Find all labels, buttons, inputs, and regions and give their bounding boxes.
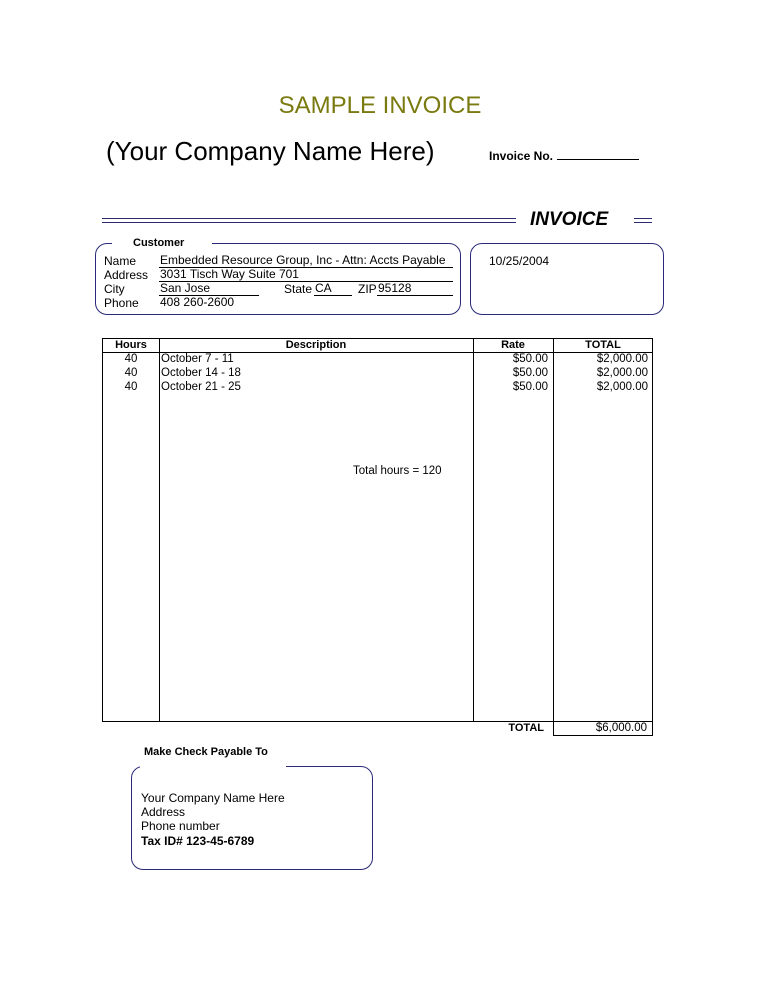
header-description: Description bbox=[285, 339, 347, 351]
name-label: Name bbox=[104, 254, 137, 268]
grand-total-value: $6,000.00 bbox=[553, 721, 653, 736]
header-rate: Rate bbox=[501, 339, 525, 351]
row-2-total: $2,000.00 bbox=[596, 367, 648, 379]
row-2-description: October 14 - 18 bbox=[161, 367, 241, 379]
zip-label: ZIP bbox=[358, 282, 377, 296]
row-1-rate: $50.00 bbox=[512, 353, 548, 365]
payable-address: Address bbox=[141, 805, 186, 819]
customer-name-field[interactable]: Embedded Resource Group, Inc - Attn: Accts Payable bbox=[159, 253, 453, 268]
customer-label: Customer bbox=[133, 237, 185, 249]
payable-company: Your Company Name Here bbox=[141, 791, 285, 805]
grand-total-label: TOTAL bbox=[508, 722, 544, 734]
invoice-heading: INVOICE bbox=[530, 209, 609, 230]
address-label: Address bbox=[104, 268, 149, 282]
phone-label: Phone bbox=[104, 296, 139, 310]
invoice-title: SAMPLE INVOICE bbox=[278, 92, 482, 119]
company-name: (Your Company Name Here) bbox=[106, 136, 435, 166]
state-label: State bbox=[284, 282, 313, 296]
invoice-date[interactable]: 10/25/2004 bbox=[489, 254, 550, 268]
row-1-total: $2,000.00 bbox=[596, 353, 648, 365]
row-2-hours: 40 bbox=[124, 367, 138, 379]
customer-zip-field[interactable]: 95128 bbox=[377, 281, 453, 296]
payable-phone: Phone number bbox=[141, 819, 220, 833]
row-3-hours: 40 bbox=[124, 381, 138, 393]
customer-address-field[interactable]: 3031 Tisch Way Suite 701 bbox=[159, 267, 453, 282]
line-items-table bbox=[102, 338, 653, 722]
row-3-total: $2,000.00 bbox=[596, 381, 648, 393]
invoice-number bbox=[489, 149, 639, 163]
row-1-hours: 40 bbox=[124, 353, 138, 365]
payable-label: Make Check Payable To bbox=[144, 746, 268, 758]
customer-city-field[interactable]: San Jose bbox=[159, 281, 259, 296]
row-1-description: October 7 - 11 bbox=[161, 353, 234, 365]
header-hours: Hours bbox=[115, 339, 147, 351]
row-3-description: October 21 - 25 bbox=[161, 381, 241, 393]
header-rule-left bbox=[102, 218, 516, 223]
invoice-number-field[interactable] bbox=[557, 149, 639, 160]
invoice-number-label: Invoice No. bbox=[489, 149, 554, 163]
customer-phone-field[interactable]: 408 260-2600 bbox=[160, 295, 235, 309]
row-3-rate: $50.00 bbox=[512, 381, 548, 393]
customer-state-field[interactable]: CA bbox=[314, 281, 352, 296]
total-hours-note: Total hours = 120 bbox=[353, 465, 442, 477]
header-rule-right bbox=[634, 218, 652, 223]
header-total: TOTAL bbox=[585, 339, 621, 351]
city-label: City bbox=[104, 282, 125, 296]
row-2-rate: $50.00 bbox=[512, 367, 548, 379]
payable-tax-id: Tax ID# 123-45-6789 bbox=[141, 834, 255, 848]
